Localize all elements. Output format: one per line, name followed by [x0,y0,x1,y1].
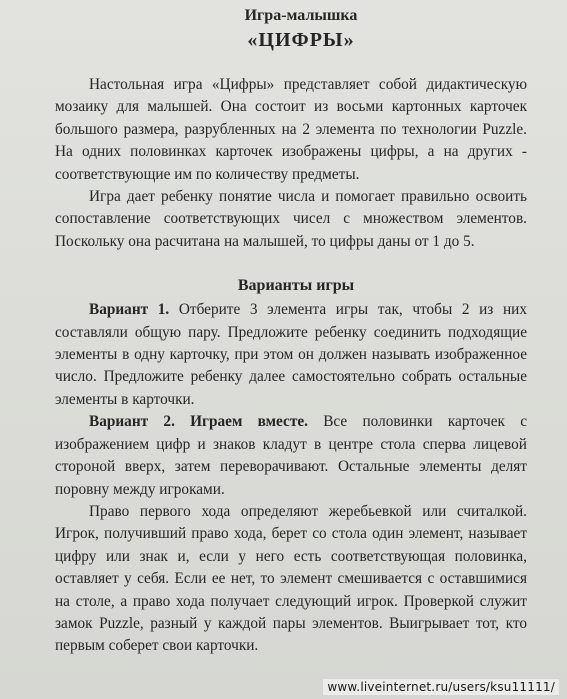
variant-1-paragraph [55,299,527,411]
intro-paragraph-1: Настольная игра «Цифры» представляет собой дидактическую мозаику для малышей. Она состоит из восьми картонных карточек большого размера, разрубленных на 2 элемента по технологии Puzzle. На одних половинках карточек изображены цифры, а на других - соответствующие им по количеству предметы. [55,76,527,183]
variant-1-label: Вариант 1. [89,301,170,319]
variant-2-label: Вариант 2. Играем вместе. [89,413,308,431]
variant-1-text: Отберите 3 элемента игры так, чтобы 2 из них составляли общую пару. Предложите ребенку соединить подходящие элементы в одну карточку, при этом он должен называть изображенное число. Предложите ребенку далее самостоятельно собрать остальные элементы в карточки. [55,301,527,408]
document-kicker: Игра-малышка [244,7,358,24]
section-gap [55,253,527,275]
closing-paragraph: Право первого хода определяют жеребьевкой или считалкой. Игрок, получивший право хода, берет со стола один элемент, называет цифру или знак и, если у него есть соответствующая половинка, оставляет у себя. Если ее нет, то элемент смешивается с оставшимися на столе, а право хода получает следующий игрок. Проверкой служит замок Puzzle, разный у каждой пары элементов. Выигрывает тот, кто первым соберет свои карточки. [55,502,527,655]
intro-paragraph-2: Игра дает ребенку понятие числа и помогает правильно освоить сопоставление соответствующих чисел с множеством элементов. Поскольку она расчитана на малышей, то цифры даны от 1 до 5. [55,188,527,250]
variant-2-paragraph [55,411,527,501]
variants-heading: Варианты игры [237,277,355,295]
document-title: «ЦИФРЫ» [247,29,355,51]
variant-2-text: Все половинки карточек с изображением цифр и знаков кладут в центре стола сперва лицевой стороной вверх, затем переворачивают. Остальные элементы делят поровну между игроками. [55,413,527,498]
source-watermark: www.liveinternet.ru/users/ksu11111/ [323,679,559,695]
